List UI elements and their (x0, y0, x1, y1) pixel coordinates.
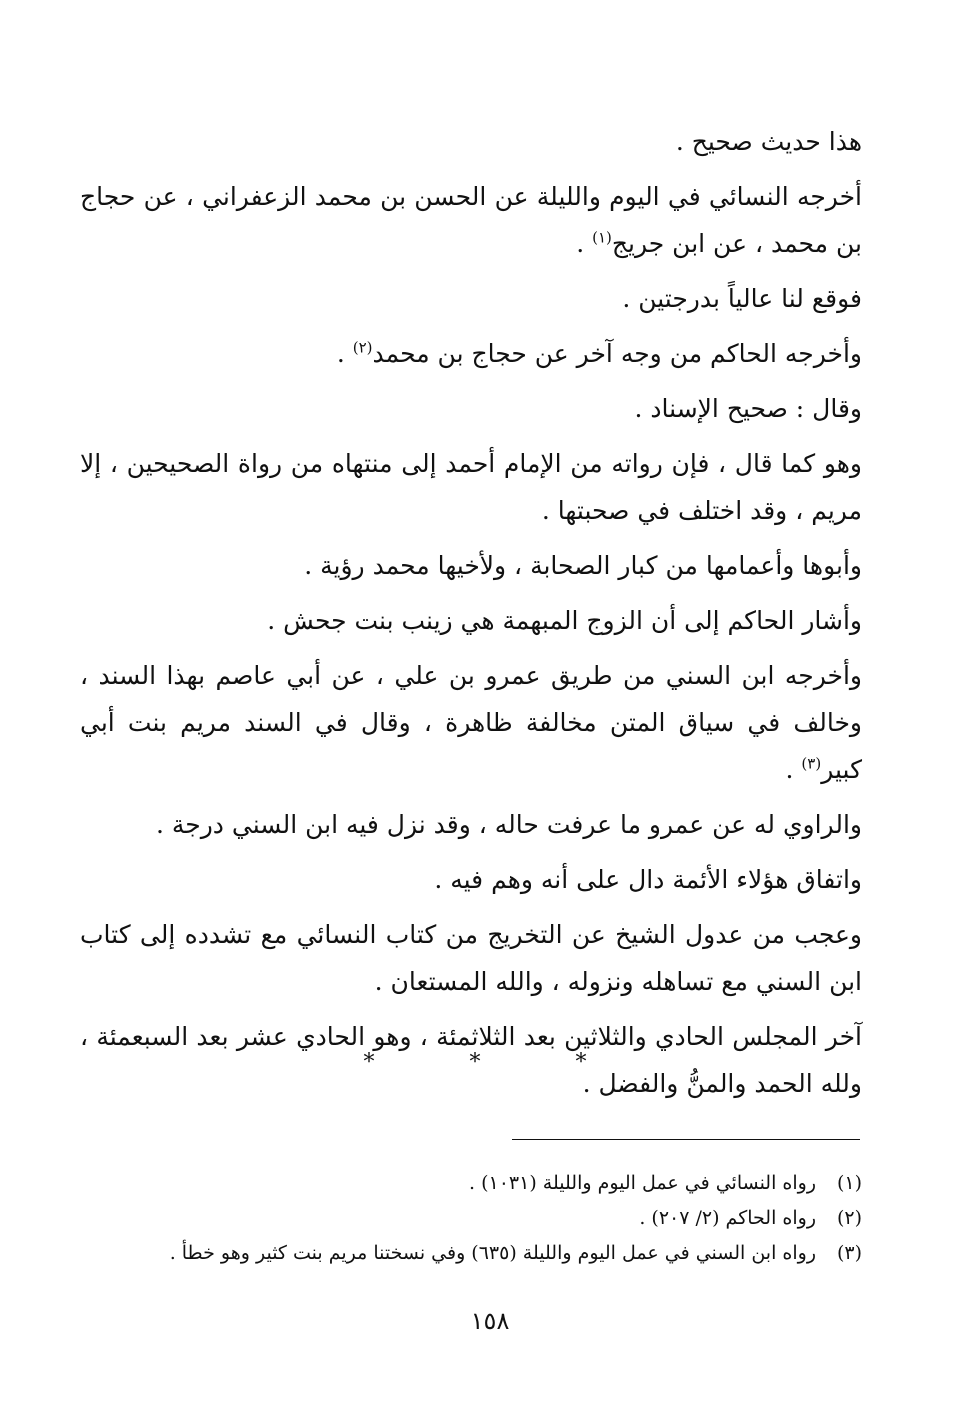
paragraph-9-text: وأخرجه ابن السني من طريق عمرو بن علي ، عن أبي عاصم بهذا السند ، وخالف في سياق المتن مخالفة ظاهرة ، وقال في السند مريم بنت أبي كبير (80, 661, 862, 784)
paragraph-10 (80, 801, 862, 848)
paragraph-4 (80, 330, 862, 377)
paragraph-12 (80, 911, 862, 1005)
paragraph-13-text: آخر المجلس الحادي والثلاثين بعد الثلاثمئة ، وهو الحادي عشر بعد السبعمئة ، ولله الحمد والمنُّ والفضل . (80, 1022, 862, 1098)
footnote-ref-2: (٢) (352, 338, 373, 357)
paragraph-2-end: . (576, 229, 593, 258)
section-separator (0, 1050, 980, 1075)
paragraph-2-text: أخرجه النسائي في اليوم والليلة عن الحسن بن محمد الزعفراني ، عن حجاج بن محمد ، عن ابن جريج (80, 182, 862, 258)
paragraph-8 (80, 597, 862, 644)
paragraph-7-text: وأبوها وأعمامها من كبار الصحابة ، ولأخيها محمد رؤية . (304, 551, 862, 580)
footnote-divider (512, 1139, 860, 1140)
footnote-ref-3: (٣) (801, 754, 822, 773)
paragraph-9-end: . (785, 755, 802, 784)
paragraph-6-text: وهو كما قال ، فإن رواته من الإمام أحمد إلى منتهاه من رواة الصحيحين ، إلا مريم ، وقد اختلف في صحبتها . (80, 449, 862, 525)
footnote-3 (100, 1236, 862, 1271)
footnote-1 (100, 1166, 862, 1201)
paragraph-11 (80, 856, 862, 903)
paragraph-5-text: وقال : صحيح الإسناد . (634, 394, 862, 423)
page-number: ١٥٨ (470, 1307, 510, 1335)
separator-star: * (575, 1050, 617, 1075)
footnote-ref-1: (١) (592, 228, 612, 247)
footnote-text: رواه الحاكم (٢/ ٢٠٧) . (639, 1207, 816, 1229)
footnote-number: (١) (836, 1172, 862, 1194)
main-text (80, 118, 862, 1115)
separator-star: * (363, 1050, 405, 1075)
paragraph-4-text: وأخرجه الحاكم من وجه آخر عن حجاج بن محمد (372, 339, 862, 368)
separator-star: * (469, 1050, 511, 1075)
paragraph-1-text: هذا حديث صحيح . (675, 127, 862, 156)
paragraph-8-text: وأشار الحاكم إلى أن الزوج المبهمة هي زينب بنت جحش . (267, 606, 862, 635)
footnote-number: (٢) (836, 1207, 862, 1229)
paragraph-4-end: . (336, 339, 353, 368)
paragraph-7 (80, 542, 862, 589)
paragraph-12-text: وعجب من عدول الشيخ عن التخريج من كتاب النسائي مع تشدده إلى كتاب ابن السني مع تساهله ونزوله ، والله المستعان . (80, 920, 862, 996)
footnote-text: رواه النسائي في عمل اليوم والليلة (١٠٣١) . (469, 1172, 816, 1194)
paragraph-10-text: والراوي له عن عمرو ما عرفت حاله ، وقد نزل فيه ابن السني درجة . (155, 810, 862, 839)
footnote-number: (٣) (836, 1242, 862, 1264)
paragraph-5 (80, 385, 862, 432)
paragraph-3 (80, 275, 862, 322)
footnotes (100, 1166, 862, 1271)
paragraph-6 (80, 440, 862, 534)
paragraph-9 (80, 652, 862, 793)
footnote-text: رواه ابن السني في عمل اليوم والليلة (٦٣٥) وفي نسختنا مريم بنت كثير وهو خطأ . (169, 1242, 816, 1264)
paragraph-3-text: فوقع لنا عالياً بدرجتين . (622, 284, 862, 313)
paragraph-11-text: واتفاق هؤلاء الأئمة دال على أنه وهم فيه . (434, 865, 862, 894)
paragraph-1 (80, 118, 862, 165)
paragraph-2 (80, 173, 862, 267)
footnote-2 (100, 1201, 862, 1236)
